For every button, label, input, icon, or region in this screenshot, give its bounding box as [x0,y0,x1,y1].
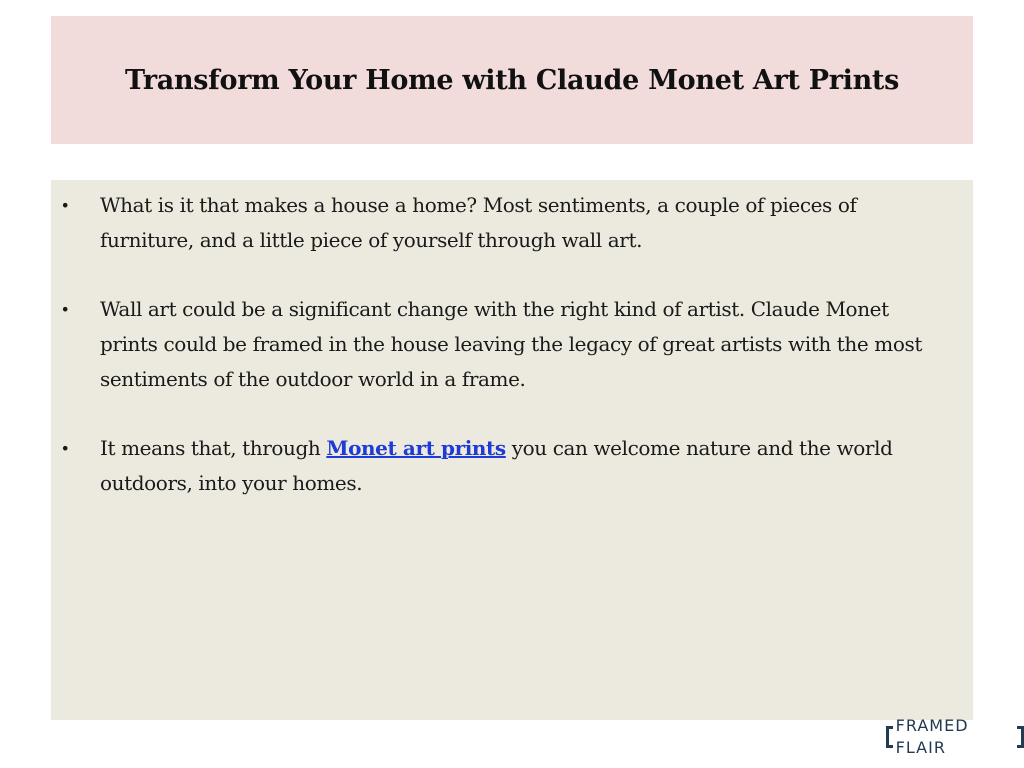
content-panel [51,180,973,720]
framed-flair-logo [886,716,1024,757]
bullet-text-before: It means that, through [100,436,327,460]
bullet-icon: • [60,439,70,458]
bullet-item-3 [59,431,943,501]
bullet-text: What is it that makes a house a home? Most sentiments, a couple of pieces of furniture, and a little piece of yourself through wall art. [100,193,857,252]
logo-left-bracket-icon [886,726,893,748]
logo-right-bracket-icon [1017,726,1024,748]
bullet-icon: • [60,300,70,319]
bullet-text: Wall art could be a significant change with the right kind of artist. Claude Monet prints could be framed in the house leaving the legacy of great artists with the most sentiments of the outdoor world in a frame. [100,297,923,391]
slide-title: Transform Your Home with Claude Monet Art Prints [125,64,899,96]
bullet-text-after: you can welcome nature and the world outdoors, into your homes. [100,436,893,495]
bullet-item-1 [59,188,943,258]
bullet-icon: • [60,196,70,215]
bullet-item-2 [59,292,943,397]
logo-text: FRAMED FLAIR [895,716,969,757]
title-banner [51,16,973,144]
monet-art-prints-link[interactable]: Monet art prints [326,436,506,460]
bullet-list [59,188,943,501]
